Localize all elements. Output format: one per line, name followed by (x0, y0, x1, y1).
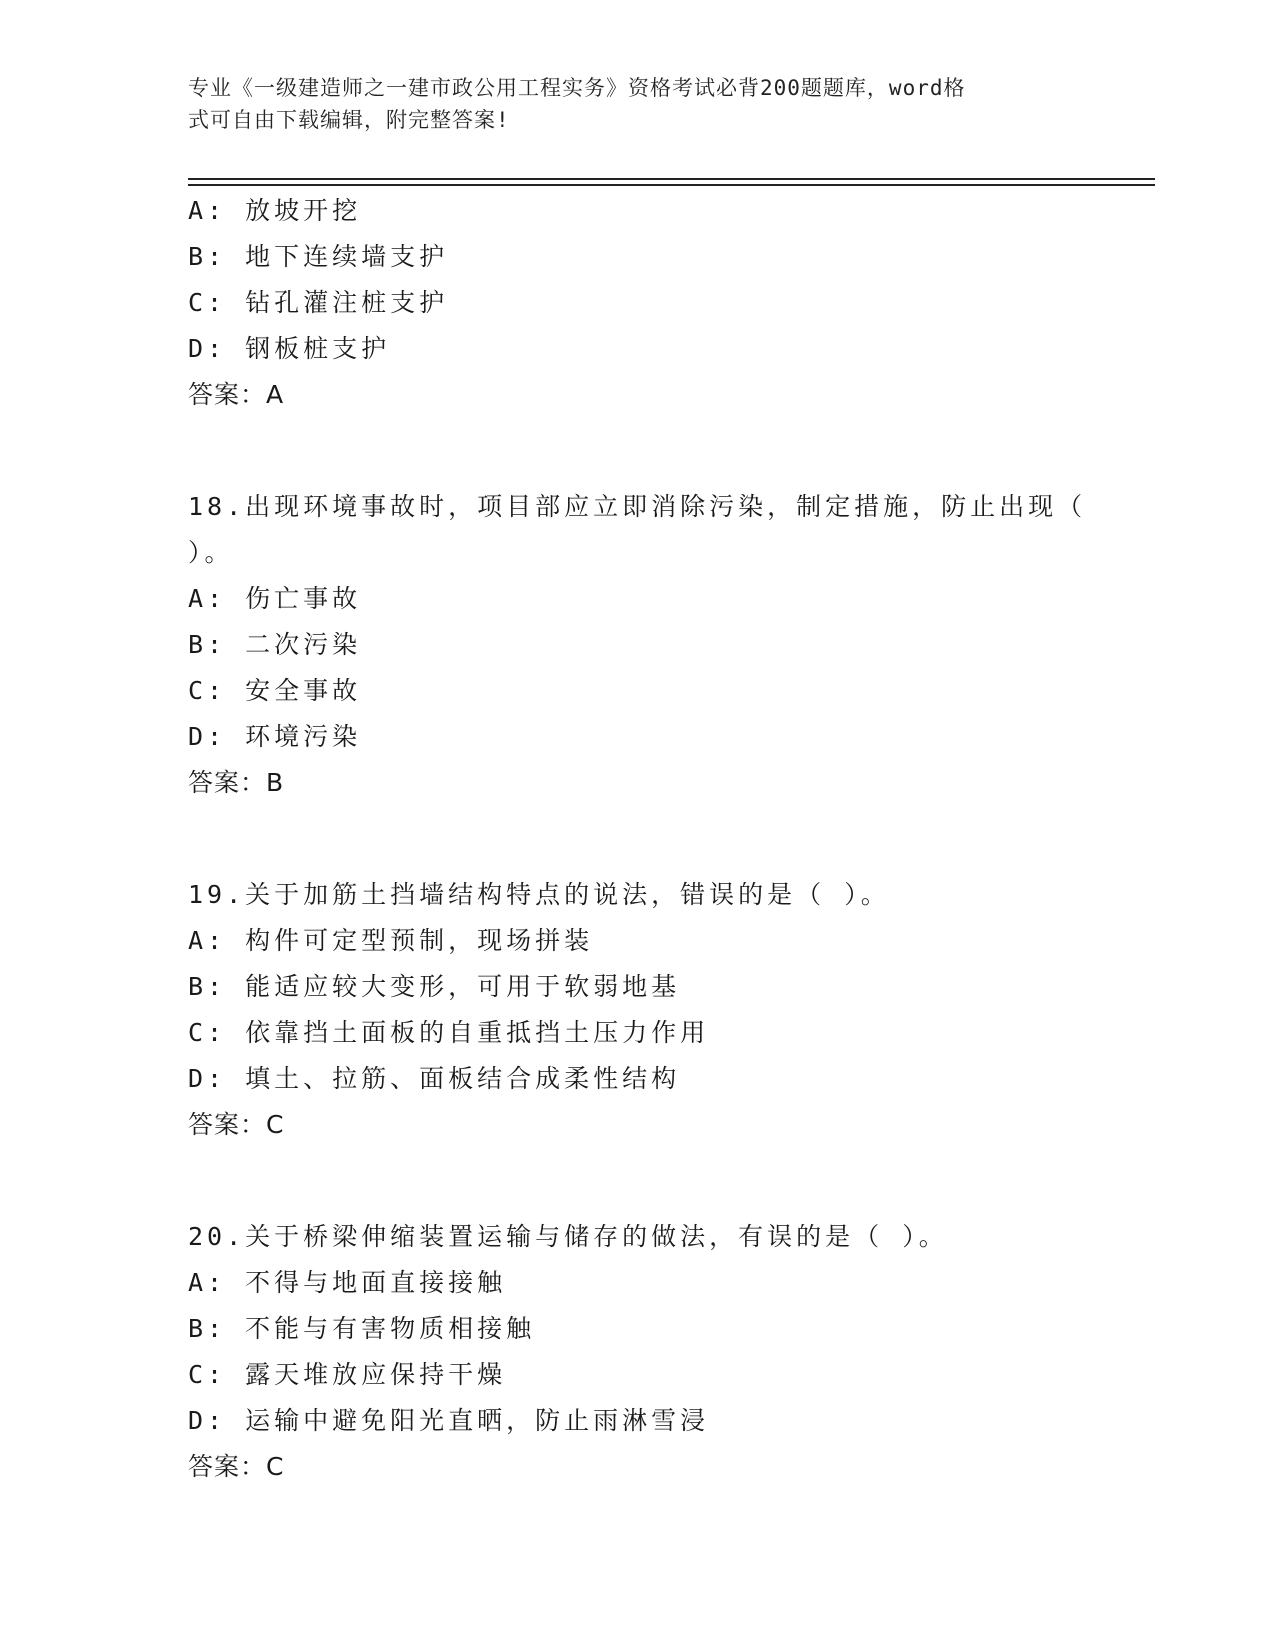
option-b: B: 地下连续墙支护 (188, 242, 449, 271)
option-c: C: 依靠挡土面板的自重抵挡土压力作用 (188, 1018, 710, 1047)
option-d: D: 钢板桩支护 (188, 334, 391, 363)
question-stem: 20.关于桥梁伸缩装置运输与储存的做法，有误的是（ ）。 (188, 1222, 948, 1251)
option-a: A: 放坡开挖 (188, 196, 362, 225)
option-c: C: 安全事故 (188, 676, 362, 705)
question-18 (188, 484, 1148, 806)
question-list (188, 188, 1148, 1490)
header-line-2: 式可自由下载编辑，附完整答案! (188, 108, 510, 132)
answer: 答案：C (188, 1452, 285, 1481)
answer: 答案：B (188, 768, 285, 797)
option-b: B: 能适应较大变形，可用于软弱地基 (188, 972, 681, 1001)
option-c: C: 钻孔灌注桩支护 (188, 288, 449, 317)
option-b: B: 不能与有害物质相接触 (188, 1314, 536, 1343)
question-20 (188, 1214, 1148, 1490)
option-d: D: 填土、拉筋、面板结合成柔性结构 (188, 1064, 681, 1093)
question-19 (188, 872, 1148, 1148)
question-stem: 19.关于加筋土挡墙结构特点的说法，错误的是（ ）。 (188, 880, 890, 909)
question-spacer (188, 1148, 1148, 1214)
header-divider-top (188, 178, 1155, 180)
header-divider-bottom (188, 184, 1155, 186)
question-spacer (188, 806, 1148, 872)
question-spacer (188, 418, 1148, 484)
answer: 答案：C (188, 1110, 285, 1139)
option-b: B: 二次污染 (188, 630, 362, 659)
header-line-1: 专业《一级建造师之一建市政公用工程实务》资格考试必背200题题库，word格 (188, 76, 966, 100)
option-c: C: 露天堆放应保持干燥 (188, 1360, 507, 1389)
option-a: A: 不得与地面直接接触 (188, 1268, 507, 1297)
option-d: D: 环境污染 (188, 722, 362, 751)
option-a: A: 伤亡事故 (188, 584, 362, 613)
question-stem-line-1: 18.出现环境事故时，项目部应立即消除污染，制定措施，防止出现（ (188, 492, 1087, 521)
answer: 答案：A (188, 380, 285, 409)
question-stem-line-2: ）。 (188, 538, 234, 567)
document-header (188, 72, 1088, 136)
question-17 (188, 188, 1148, 418)
option-d: D: 运输中避免阳光直晒，防止雨淋雪浸 (188, 1406, 710, 1435)
option-a: A: 构件可定型预制，现场拼装 (188, 926, 594, 955)
